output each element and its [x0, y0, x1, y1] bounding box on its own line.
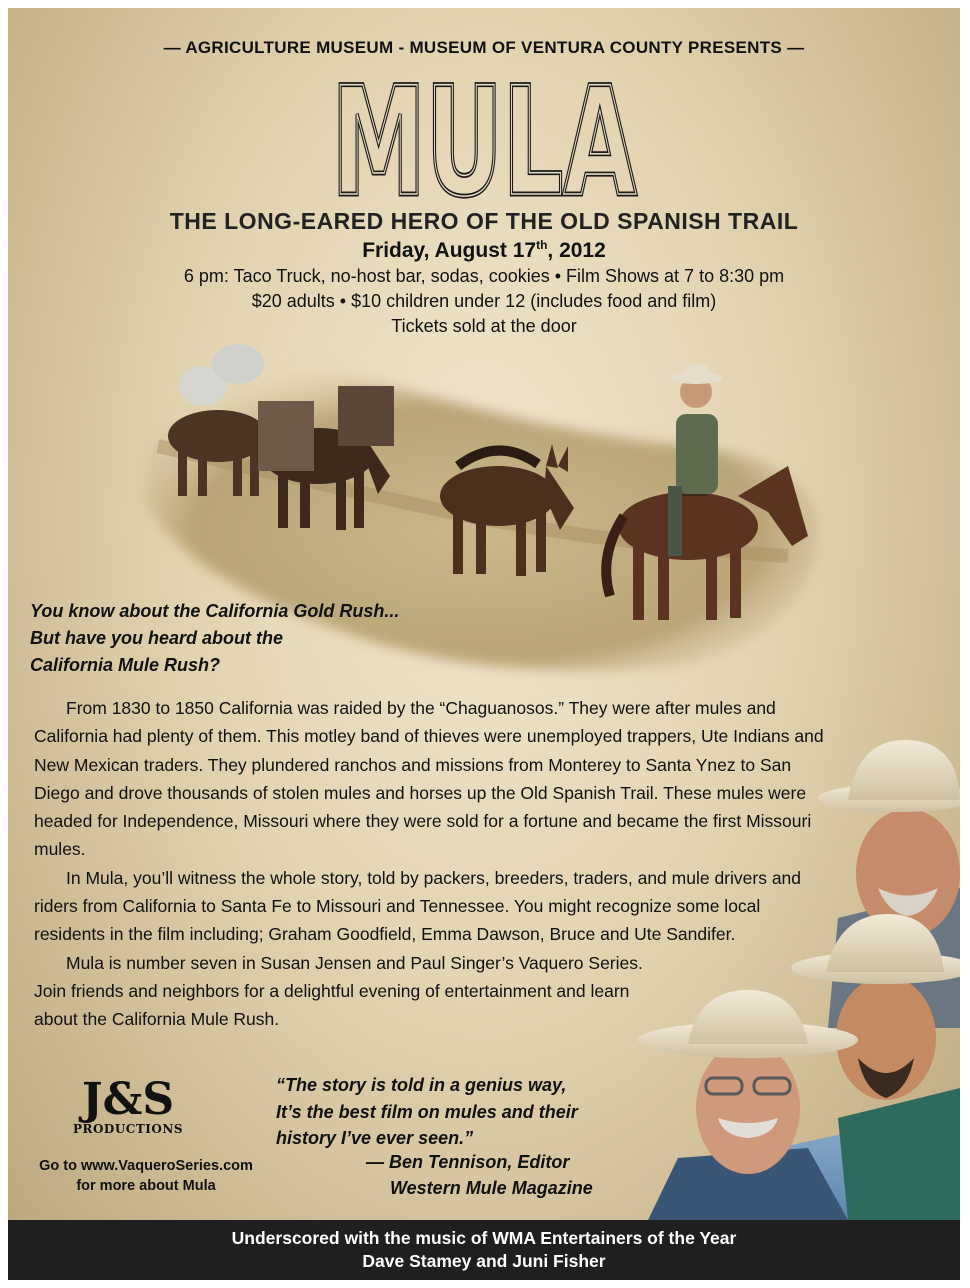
description-paragraph-1: From 1830 to 1850 California was raided by the “Chaguanosos.” They were after mules and California had plenty of them. This motley band of thieves were unemployed trappers, Ute Indians and New Mexican traders. They plundered ranchos and missions from Monterey to Santa Ynez to San Diego and drove thousands of stolen mules and horses up the Old Spanish Trail. These mules were headed for Independence, Missouri where they were sold for a fortune and became the first Missouri mules.	[34, 698, 824, 860]
title-wordmark	[324, 76, 644, 206]
event-tickets: Tickets sold at the door	[391, 316, 577, 336]
music-credits-bar: Underscored with the music of WMA Entertainers of the Year Dave Stamey and Juni Fisher	[8, 1220, 960, 1280]
event-schedule: 6 pm: Taco Truck, no-host bar, sodas, cookies • Film Shows at 7 to 8:30 pm	[183, 266, 785, 286]
description-paragraph-2: In Mula, you’ll witness the whole story, told by packers, breeders, traders, and mule drivers and riders from California to Santa Fe to Missouri and Tennessee. You might recognize some local residents in the film including; Graham Goodfield, Emma Dawson, Bruce and Ute Sandifer.	[34, 867, 802, 945]
poster	[8, 8, 960, 1280]
event-prices: $20 adults • $10 children under 12 (includes food and film)	[251, 291, 717, 311]
event-date: Friday, August 17th, 2012	[362, 238, 606, 262]
filmmakers-photo	[608, 728, 960, 1220]
quote-source: Western Mule Magazine	[390, 1178, 593, 1198]
description-paragraph-3: Mula is number seven in Susan Jensen and Paul Singer’s Vaquero Series. Join friends and neighbors for a delightful evening of entertainment and learn about the California Mule Rush.	[34, 952, 643, 1030]
subtitle: THE LONG-EARED HERO OF THE OLD SPANISH TRAIL	[169, 208, 799, 234]
review-quote: “The story is told in a genius way, It’s the best film on mules and their history I’ve ever seen.”	[276, 1075, 578, 1148]
lead-question: You know about the California Gold Rush... But have you heard about the California Mule Rush?	[30, 601, 400, 675]
presenter-line: — AGRICULTURE MUSEUM - MUSEUM OF VENTURA COUNTY PRESENTS —	[163, 38, 805, 57]
website-info: Go to www.VaqueroSeries.com for more about Mula	[14, 1156, 278, 1196]
js-productions-logo: J&S PRODUCTIONS	[72, 1074, 183, 1136]
title-text: MULA	[331, 76, 637, 206]
quote-author: — Ben Tennison, Editor	[366, 1152, 570, 1172]
title-text-inner: MULA	[331, 76, 637, 206]
website-link[interactable]: Go to www.VaqueroSeries.com	[39, 1158, 253, 1174]
